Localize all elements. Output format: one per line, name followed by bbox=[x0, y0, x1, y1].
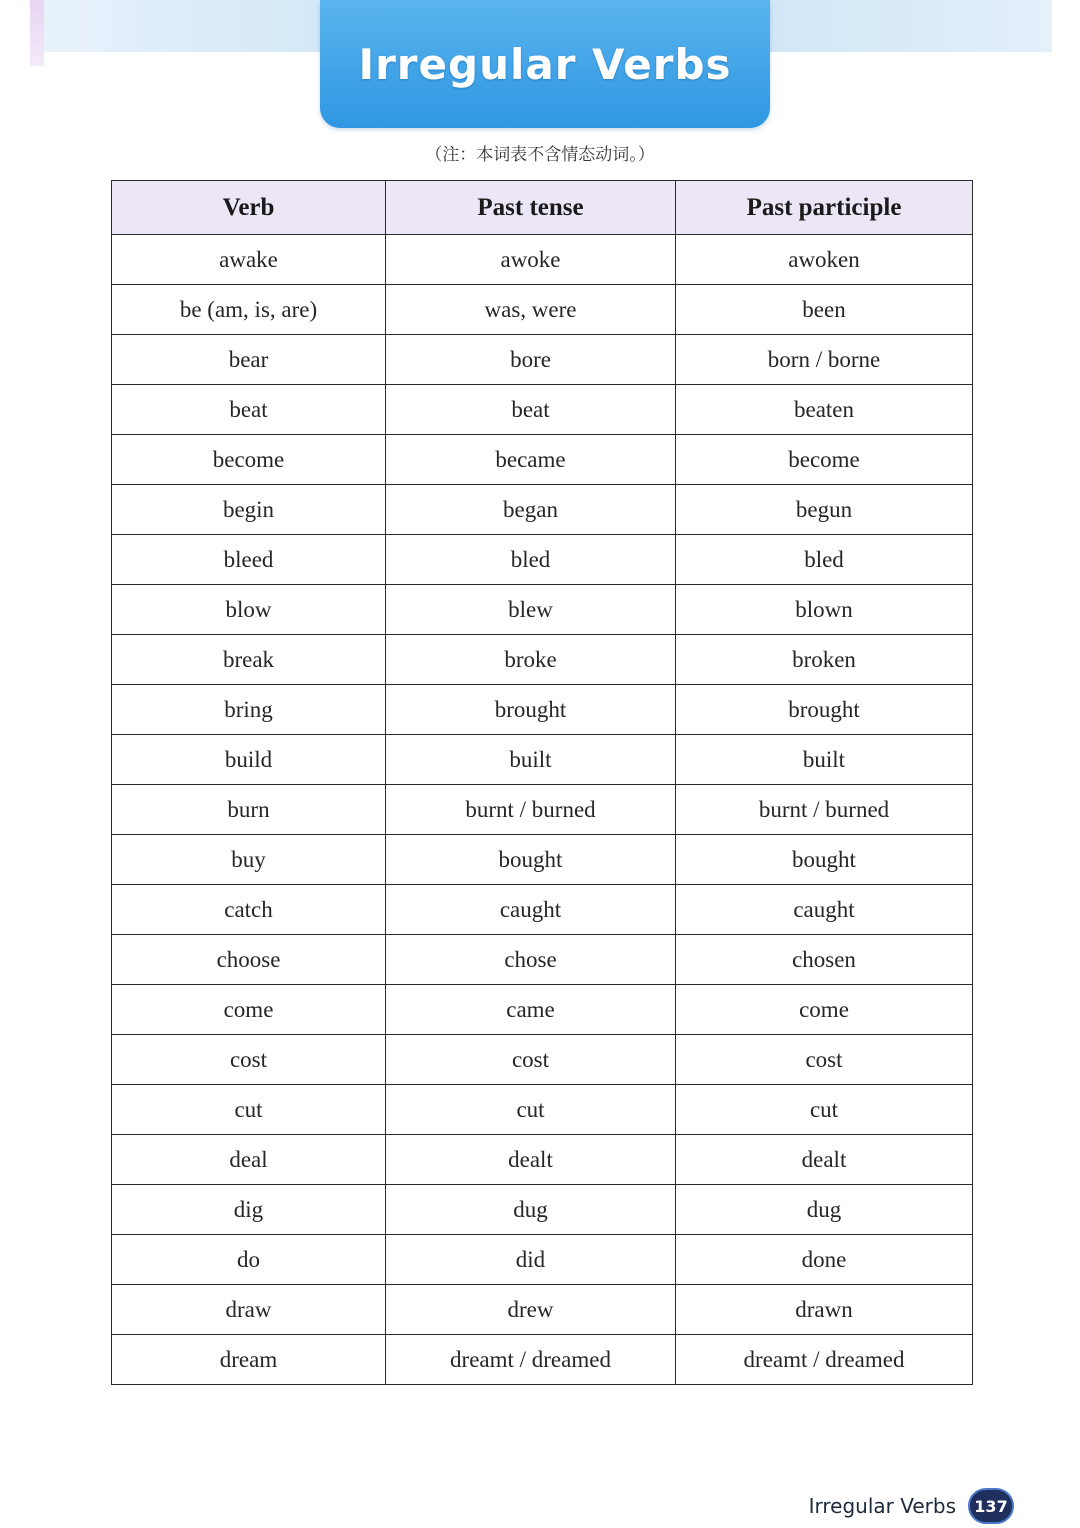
cell-verb: cost bbox=[112, 1035, 386, 1085]
footer-section-label: Irregular Verbs bbox=[808, 1494, 956, 1518]
table-row bbox=[112, 635, 973, 685]
cell-past-tense: was, were bbox=[386, 285, 676, 335]
header-past-participle: Past participle bbox=[676, 181, 973, 235]
page-note: （注：本词表不含情态动词。） bbox=[425, 145, 655, 165]
table-row bbox=[112, 935, 973, 985]
cell-past-participle: dug bbox=[676, 1185, 973, 1235]
cell-verb: do bbox=[112, 1235, 386, 1285]
table-row bbox=[112, 235, 973, 285]
table-row bbox=[112, 1285, 973, 1335]
cell-past-participle: cost bbox=[676, 1035, 973, 1085]
cell-verb: blow bbox=[112, 585, 386, 635]
cell-past-tense: caught bbox=[386, 885, 676, 935]
cell-past-participle: dreamt / dreamed bbox=[676, 1335, 973, 1385]
table-row bbox=[112, 1035, 973, 1085]
table-row bbox=[112, 1135, 973, 1185]
cell-past-participle: bled bbox=[676, 535, 973, 585]
cell-past-participle: built bbox=[676, 735, 973, 785]
cell-verb: begin bbox=[112, 485, 386, 535]
cell-verb: deal bbox=[112, 1135, 386, 1185]
title-tab bbox=[320, 0, 770, 128]
cell-past-participle: done bbox=[676, 1235, 973, 1285]
cell-past-tense: bore bbox=[386, 335, 676, 385]
cell-past-participle: been bbox=[676, 285, 973, 335]
table-row bbox=[112, 435, 973, 485]
cell-past-tense: drew bbox=[386, 1285, 676, 1335]
cell-past-participle: broken bbox=[676, 635, 973, 685]
cell-past-tense: dealt bbox=[386, 1135, 676, 1185]
irregular-verbs-table bbox=[111, 180, 973, 1385]
table-row bbox=[112, 1085, 973, 1135]
cell-past-tense: bought bbox=[386, 835, 676, 885]
cell-past-tense: bled bbox=[386, 535, 676, 585]
table-row bbox=[112, 985, 973, 1035]
cell-verb: dig bbox=[112, 1185, 386, 1235]
cell-verb: choose bbox=[112, 935, 386, 985]
page-number-badge: 137 bbox=[968, 1488, 1014, 1524]
table-row bbox=[112, 485, 973, 535]
cell-past-participle: beaten bbox=[676, 385, 973, 435]
cell-past-tense: burnt / burned bbox=[386, 785, 676, 835]
cell-past-participle: awoken bbox=[676, 235, 973, 285]
cell-past-participle: bought bbox=[676, 835, 973, 885]
page-title: Irregular Verbs bbox=[358, 39, 732, 89]
cell-past-participle: chosen bbox=[676, 935, 973, 985]
cell-past-participle: born / borne bbox=[676, 335, 973, 385]
cell-past-participle: brought bbox=[676, 685, 973, 735]
table-row bbox=[112, 1185, 973, 1235]
cell-verb: dream bbox=[112, 1335, 386, 1385]
cell-verb: buy bbox=[112, 835, 386, 885]
cell-past-tense: broke bbox=[386, 635, 676, 685]
cell-past-participle: burnt / burned bbox=[676, 785, 973, 835]
page-footer bbox=[809, 1488, 1014, 1524]
cell-past-tense: chose bbox=[386, 935, 676, 985]
cell-past-participle: caught bbox=[676, 885, 973, 935]
table-row bbox=[112, 1235, 973, 1285]
table-row bbox=[112, 835, 973, 885]
header-past-tense: Past tense bbox=[386, 181, 676, 235]
cell-past-tense: dug bbox=[386, 1185, 676, 1235]
cell-verb: bleed bbox=[112, 535, 386, 585]
cell-past-participle: drawn bbox=[676, 1285, 973, 1335]
cell-verb: bear bbox=[112, 335, 386, 385]
cell-past-tense: came bbox=[386, 985, 676, 1035]
cell-verb: break bbox=[112, 635, 386, 685]
cell-past-participle: come bbox=[676, 985, 973, 1035]
table-row bbox=[112, 735, 973, 785]
page-edge-accent bbox=[30, 0, 44, 66]
table-header-row bbox=[112, 181, 973, 235]
cell-verb: catch bbox=[112, 885, 386, 935]
cell-verb: be (am, is, are) bbox=[112, 285, 386, 335]
cell-verb: build bbox=[112, 735, 386, 785]
cell-past-tense: dreamt / dreamed bbox=[386, 1335, 676, 1385]
table-row bbox=[112, 785, 973, 835]
cell-verb: draw bbox=[112, 1285, 386, 1335]
cell-past-tense: built bbox=[386, 735, 676, 785]
cell-past-tense: awoke bbox=[386, 235, 676, 285]
table-row bbox=[112, 535, 973, 585]
cell-verb: cut bbox=[112, 1085, 386, 1135]
cell-past-participle: blown bbox=[676, 585, 973, 635]
table-row bbox=[112, 585, 973, 635]
cell-verb: come bbox=[112, 985, 386, 1035]
cell-past-participle: dealt bbox=[676, 1135, 973, 1185]
table-row bbox=[112, 385, 973, 435]
table-row bbox=[112, 685, 973, 735]
cell-verb: beat bbox=[112, 385, 386, 435]
table-row bbox=[112, 285, 973, 335]
cell-past-tense: began bbox=[386, 485, 676, 535]
cell-verb: burn bbox=[112, 785, 386, 835]
cell-past-tense: became bbox=[386, 435, 676, 485]
cell-verb: become bbox=[112, 435, 386, 485]
cell-past-tense: cost bbox=[386, 1035, 676, 1085]
cell-past-tense: did bbox=[386, 1235, 676, 1285]
table-row bbox=[112, 335, 973, 385]
cell-verb: awake bbox=[112, 235, 386, 285]
cell-past-participle: begun bbox=[676, 485, 973, 535]
cell-past-tense: beat bbox=[386, 385, 676, 435]
cell-past-participle: cut bbox=[676, 1085, 973, 1135]
cell-verb: bring bbox=[112, 685, 386, 735]
table-row bbox=[112, 885, 973, 935]
table-row bbox=[112, 1335, 973, 1385]
header-verb: Verb bbox=[112, 181, 386, 235]
cell-past-tense: blew bbox=[386, 585, 676, 635]
cell-past-tense: cut bbox=[386, 1085, 676, 1135]
cell-past-participle: become bbox=[676, 435, 973, 485]
cell-past-tense: brought bbox=[386, 685, 676, 735]
